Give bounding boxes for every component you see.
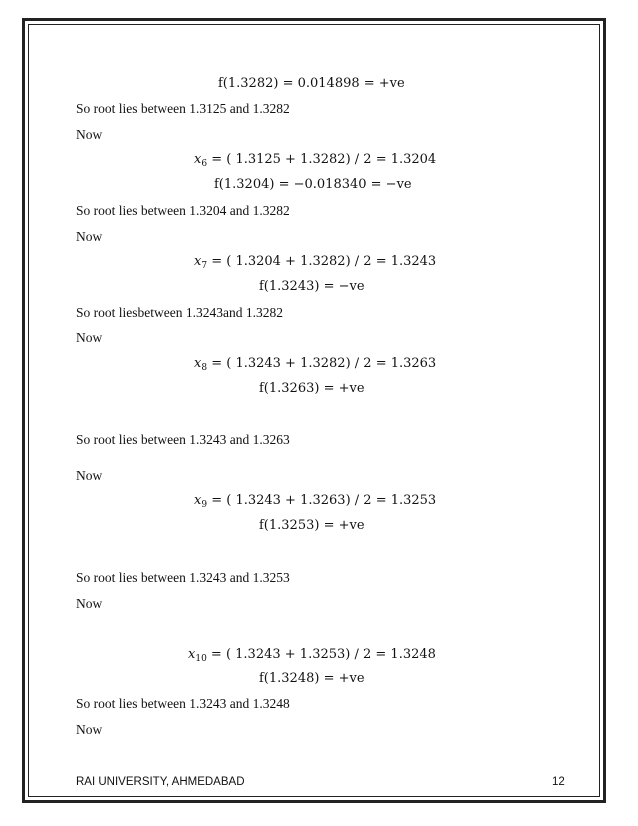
now-label: Now — [76, 127, 103, 142]
now-label: Now — [76, 596, 103, 611]
root-interval-text: So root lies between 1.3243 and 1.3253 — [76, 570, 290, 585]
equation-x8: $x_8$ = ( 1.3243 + 1.3282) / 2 = 1.3263 — [194, 356, 437, 373]
now-label: Now — [76, 229, 103, 244]
equation-f-1-3253: f(1.3253) = +ve — [259, 518, 365, 533]
root-interval-text: So root lies between 1.3125 and 1.3282 — [76, 101, 290, 116]
equation-f-1-3282: f(1.3282) = 0.014898 = +ve — [218, 76, 405, 91]
equation-x9: $x_9$ = ( 1.3243 + 1.3263) / 2 = 1.3253 — [194, 493, 437, 510]
root-interval-text: So root liesbetween 1.3243and 1.3282 — [76, 305, 283, 320]
equation-f-1-3243: f(1.3243) = −ve — [259, 279, 365, 294]
footer-institution: RAI UNIVERSITY, AHMEDABAD — [76, 776, 245, 788]
equation-x10: $x_{10}$ = ( 1.3243 + 1.3253) / 2 = 1.3248 — [188, 647, 436, 664]
equation-f-1-3248: f(1.3248) = +ve — [259, 671, 365, 686]
equation-f-1-3263: f(1.3263) = +ve — [259, 381, 365, 396]
now-label: Now — [76, 468, 103, 483]
root-interval-text: So root lies between 1.3243 and 1.3248 — [76, 696, 290, 711]
root-interval-text: So root lies between 1.3243 and 1.3263 — [76, 432, 290, 447]
now-label: Now — [76, 722, 103, 737]
root-interval-text: So root lies between 1.3204 and 1.3282 — [76, 203, 290, 218]
equation-x7: $x_7$ = ( 1.3204 + 1.3282) / 2 = 1.3243 — [194, 254, 437, 271]
equation-x6: $x_6$ = ( 1.3125 + 1.3282) / 2 = 1.3204 — [194, 152, 437, 169]
page-number: 12 — [552, 776, 565, 788]
now-label: Now — [76, 330, 103, 345]
equation-f-1-3204: f(1.3204) = −0.018340 = −ve — [214, 177, 412, 192]
